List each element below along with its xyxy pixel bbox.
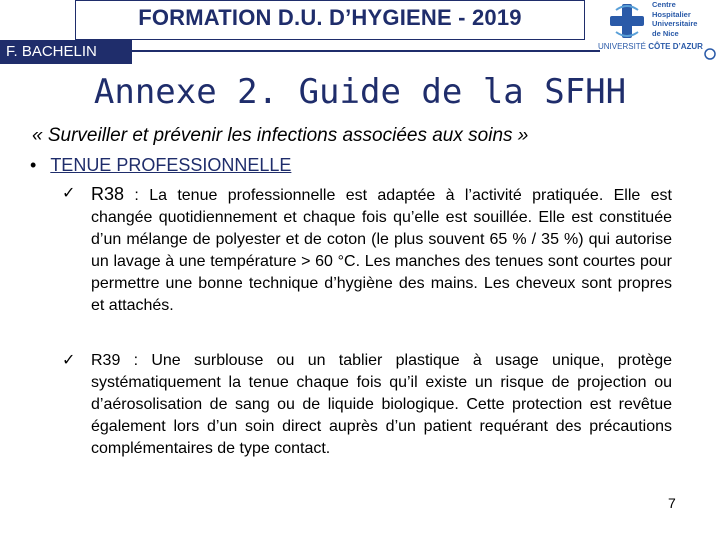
header-box: [75, 0, 585, 40]
check-icon: ✓: [62, 185, 76, 202]
recommendation-text: : Une surblouse ou un tablier plastique à usage unique, protège systématiquement la tenue chaque fois qu’il existe un risque de projection ou d’aérosolisation de sang ou de liquide biologique. Cette protection est revêtue également lors d’un soin direct auprès d’un patient requérant des précautions complémentaires de type contact.: [91, 352, 673, 457]
bullet-item: [30, 155, 291, 176]
author-label: F. BACHELIN: [0, 40, 132, 64]
recommendation-body: [62, 350, 672, 460]
recommendation-r39: [62, 350, 672, 460]
slide-subtitle: « Surveiller et prévenir les infections associées aux soins »: [32, 125, 529, 146]
logo-line: Centre: [652, 0, 676, 9]
header-rule: [75, 50, 600, 52]
logo-univ-prefix: UNIVERSITÉ: [598, 42, 647, 51]
logo-university: [598, 42, 718, 51]
logo-univ-name: CÔTE D’AZUR: [648, 42, 703, 51]
logo-line: Universitaire: [652, 19, 698, 28]
logo-line: Hospitalier: [652, 9, 691, 19]
recommendation-r38: [62, 183, 672, 317]
bullet-label: TENUE PROFESSIONNELLE: [50, 155, 292, 175]
recommendation-body: [62, 183, 672, 317]
recommendation-code: R39: [91, 352, 121, 369]
bullet-icon: •: [30, 155, 37, 175]
slide-title: Annexe 2. Guide de la SFHH: [93, 72, 627, 112]
check-icon: ✓: [62, 352, 76, 369]
recommendation-text: : La tenue professionnelle est adaptée à l’activité pratiquée. Elle est changée quotidiennement et chaque fois qu’elle est souillée. Elle est constituée d’un mélange de polyester et de coton (le plus souvent 65 % / 35 %) qui autorise un lavage à une température > 60 °C. Les manches des tenues sont courtes pour permettre une bonne technique d’hygiène des mains. Les cheveux sont propres et attachés.: [91, 187, 672, 314]
recommendation-code: R38: [91, 184, 125, 204]
logo-line: de Nice: [652, 28, 679, 38]
page-number: 7: [668, 495, 676, 511]
header-title: FORMATION D.U. D’HYGIENE - 2019: [138, 5, 522, 30]
logo-text: [652, 0, 718, 38]
